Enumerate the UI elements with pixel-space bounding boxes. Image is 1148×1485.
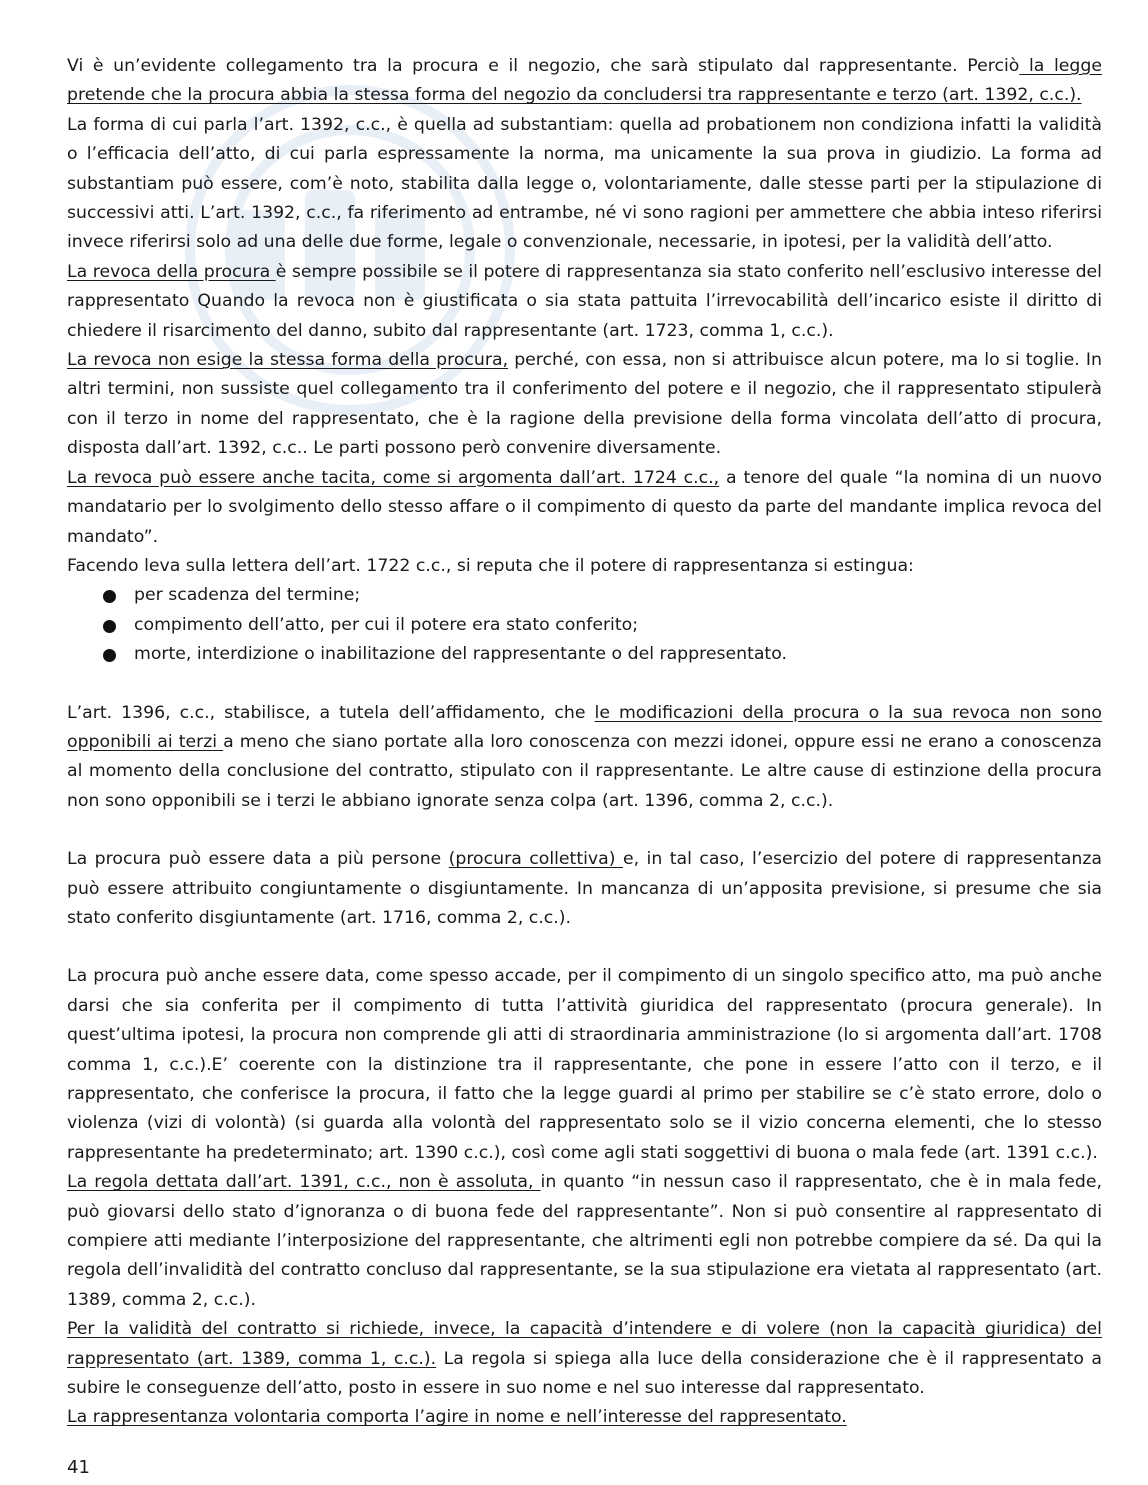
paragraph-4: La revoca non esige la stessa forma della procura, perché, con essa, non si attribuisce alcun potere, ma lo si toglie. In altri termini, non sussiste quel collegamento tra il conferimento del potere e il negozio, che il rappresentato stipulerà con il terzo in nome del rappresentato, che è la ragione della previsione della forma vincolata dell’atto di procura, disposta dall’art. 1392, c.c.. Le parti possono però convenire diversamente.	[67, 350, 1102, 459]
bullet-list	[67, 581, 1102, 669]
list-item: compimento dell’atto, per cui il potere era stato conferito;	[67, 611, 1102, 640]
list-item: morte, interdizione o inabilitazione del rappresentante o del rappresentato.	[67, 640, 1102, 669]
paragraph-10: La regola dettata dall’art. 1391, c.c., non è assoluta, in quanto “in nessun caso il rappresentato, che è in mala fede, può giovarsi dello stato d’ignoranza o di buona fede del rappresentante”. Non si può consentire al rappresentato di compiere atti mediante l’interposizione del rappresentante, che altrimenti egli non potrebbe compiere da sé. Da qui la regola dell’invalidità del contratto concluso dal rappresentante, se la sua stipulazione era vietata al rappresentato (art. 1389, comma 2, c.c.).	[67, 1172, 1102, 1310]
underlined-text: La regola dettata dall’art. 1391, c.c., non è assoluta,	[67, 1172, 541, 1193]
paragraph-7: L’art. 1396, c.c., stabilisce, a tutela dell’affidamento, che le modificazioni della procura o la sua revoca non sono opponibili ai terzi a meno che siano portate alla loro conoscenza con mezzi idonei, oppure essi ne erano a conoscenza al momento della conclusione del contratto, stipulato con il rappresentante. Le altre cause di estinzione della procura non sono opponibili se i terzi le abbiano ignorate senza colpa (art. 1396, comma 2, c.c.).	[67, 702, 1102, 811]
list-item: per scadenza del termine;	[67, 581, 1102, 610]
underlined-text: (procura collettiva)	[448, 849, 623, 870]
paragraph-8: La procura può essere data a più persone (procura collettiva) e, in tal caso, l’esercizio del potere di rappresentanza può essere attribuito congiuntamente o disgiuntamente. In mancanza di un’apposita previsione, si presume che sia stato conferito disgiuntamente (art. 1716, comma 2, c.c.).	[67, 849, 1102, 928]
paragraph-11: Per la validità del contratto si richiede, invece, la capacità d’intendere e di volere (non la capacità giuridica) del rappresentato (art. 1389, comma 1, c.c.). La regola si spiega alla luce della considerazione che è il rappresentato a subire le conseguenze dell’atto, posto in essere in suo nome e nel suo interesse dal rappresentato.	[67, 1319, 1103, 1399]
underlined-text: La rappresentanza volontaria comporta l’agire in nome e nell’interesse del rappresentato.	[67, 1407, 847, 1428]
underlined-text: La revoca può essere anche tacita, come si argomenta dall’art. 1724 c.c.,	[67, 467, 720, 488]
underlined-text: La revoca della procura	[67, 261, 276, 282]
underlined-text: le modificazioni della procura o la sua revoca non sono opponibili ai terzi	[67, 702, 1102, 752]
paragraph-gap	[67, 670, 1102, 699]
paragraph-1: Vi è un’evidente collegamento tra la procura e il negozio, che sarà stipulato dal rappresentante. Perciò la legge pretende che la procura abbia la stessa forma del negozio da concludersi tra rappresentante e terzo (art. 1392, c.c.).	[67, 56, 1102, 106]
underlined-text: la legge pretende che la procura abbia la stessa forma del negozio da concludersi tra rappresentante e terzo (art. 1392, c.c.).	[67, 56, 1102, 106]
page-number: 41	[67, 1457, 90, 1478]
bullet-icon	[103, 649, 116, 662]
bullet-icon	[103, 620, 116, 633]
document-body	[67, 52, 1102, 1433]
bullet-icon	[103, 590, 116, 603]
paragraph-5: La revoca può essere anche tacita, come si argomenta dall’art. 1724 c.c., a tenore del quale “la nomina di un nuovo mandatario per lo svolgimento dello stesso affare o il compimento di questo da parte del mandante implica revoca del mandato”.	[67, 467, 1102, 547]
paragraph-gap	[67, 816, 1102, 845]
paragraph-2: La forma di cui parla l’art. 1392, c.c., è quella ad substantiam: quella ad probationem non condiziona infatti la validità o l’efficacia dell’atto, di cui parla espressamente la norma, ma unicamente la sua prova in giudizio. La forma ad substantiam può essere, com’è noto, stabilita dalla legge o, volontariamente, dalle stesse parti per la stipulazione di successivi atti. L’art. 1392, c.c., fa riferimento ad entrambe, né vi sono ragioni per ammettere che abbia inteso riferirsi invece riferirsi solo ad una delle due forme, legale o convenzionale, necessarie, in ipotesi, per la validità dell’atto.	[67, 114, 1102, 253]
paragraph-9: La procura può anche essere data, come spesso accade, per il compimento di un singolo specifico atto, ma può anche darsi che sia conferita per il compimento di tutta l’attività giuridica del rappresentato (procura generale). In quest’ultima ipotesi, la procura non comprende gli atti di straordinaria amministrazione (lo si argomenta dall’art. 1708 comma 1, c.c.).E’ coerente con la distinzione tra il rappresentante, che pone in essere l’atto con il terzo, e il rappresentato, che conferisce la procura, il fatto che la legge guardi al primo per stabilire se c’è stato errore, dolo o violenza (vizi di volontà) (si guarda alla volontà del rappresentato solo se il vizio concerna elementi, che lo stesso rappresentante ha predeterminato; art. 1390 c.c.), così come agli stati soggettivi di buona o mala fede (art. 1391 c.c.).	[67, 966, 1102, 1163]
paragraph-gap	[67, 933, 1102, 962]
underlined-text: La revoca non esige la stessa forma della procura,	[67, 350, 509, 371]
underlined-text: Per la validità del contratto si richiede, invece, la capacità d’intendere e di volere (non la capacità giuridica) del rappresentato (art. 1389, comma 1, c.c.).	[67, 1319, 1102, 1369]
paragraph-3: La revoca della procura è sempre possibile se il potere di rappresentanza sia stato conferito nell’esclusivo interesse del rappresentato Quando la revoca non è giustificata o sia stata pattuita l’irrevocabilità dell’incarico esiste il diritto di chiedere il risarcimento del danno, subito dal rappresentante (art. 1723, comma 1, c.c.).	[67, 261, 1102, 341]
paragraph-6: Facendo leva sulla lettera dell’art. 1722 c.c., si reputa che il potere di rappresentanza si estingua:	[67, 555, 914, 576]
paragraph-12	[67, 1403, 1102, 1432]
